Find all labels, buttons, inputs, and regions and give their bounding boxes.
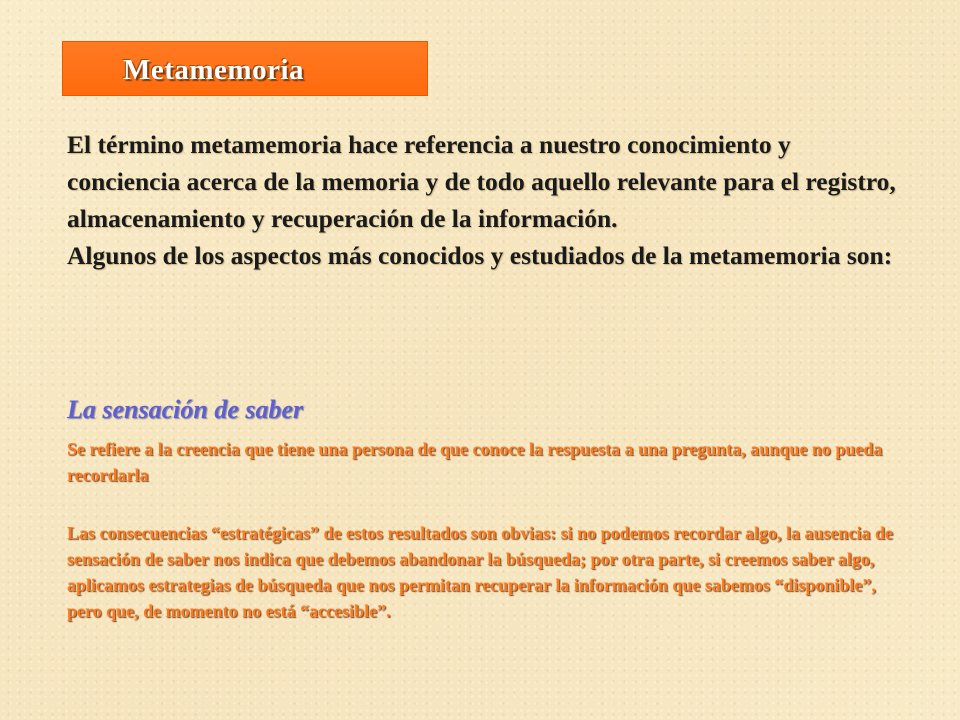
consequences-paragraph: Las consecuencias “estratégicas” de estos resultados son obvias: si no podemos recordar algo, la ausencia de sensación de saber nos indica que debemos abandonar la búsqueda; por otra parte, si creemos saber algo, aplicamos estrategias de búsqueda que nos permitan recuperar la información que sabemos “disponible”, pero que, de momento no está “accesible”.: [67, 523, 893, 621]
title-banner: [62, 41, 428, 96]
section-subheading: La sensación de saber: [67, 395, 304, 424]
aspects-paragraph: Algunos de los aspectos más conocidos y estudiados de la metamemoria son:: [67, 241, 893, 270]
slide-title: Metamemoria: [123, 54, 305, 86]
intro-text-block: [67, 126, 897, 274]
intro-paragraph: El término metamemoria hace referencia a nuestro conocimiento y conciencia acerca de la memoria y de todo aquello relevante para el registro, almacenamiento y recuperación de la información.: [67, 130, 896, 233]
definition-paragraph: Se refiere a la creencia que tiene una persona de que conoce la respuesta a una pregunta, aunque no pueda recordarla: [67, 439, 883, 485]
